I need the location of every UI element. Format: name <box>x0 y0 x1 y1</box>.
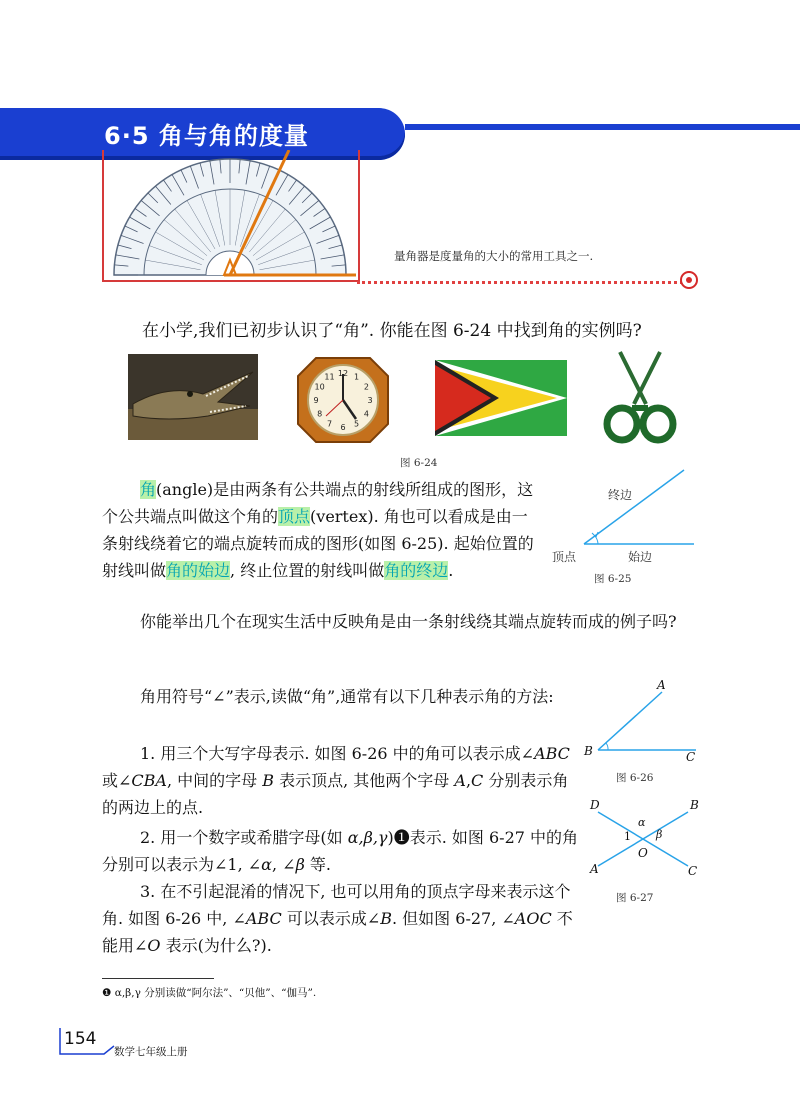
definition-paragraph: 角(angle)是由两条有公共端点的射线所组成的图形，这个公共端点叫做这个角的顶点(vertex). 角也可以看成是由一条射线绕着它的端点旋转而成的图形(如图 6-25). 起始位置的射线叫做角的始边, 终止位置的射线叫做角的终边. <box>102 480 534 580</box>
figure-6-25-caption: 图 6-25 <box>594 573 632 585</box>
figure-6-27-caption: 图 6-27 <box>616 892 654 904</box>
label-initial-side: 始边 <box>628 550 653 564</box>
clock-number: 5 <box>353 419 360 429</box>
point-O-627: O <box>638 846 648 860</box>
crocodile-photo <box>128 354 258 440</box>
protractor-illustration <box>104 150 356 280</box>
clock-number: 3 <box>367 396 373 405</box>
point-B-627: B <box>690 798 699 812</box>
point-A-626: A <box>657 678 666 692</box>
clock-number: 10 <box>314 382 325 392</box>
figure-6-26 <box>584 680 700 780</box>
point-A-627: A <box>590 862 599 876</box>
clock-number: 1 <box>353 372 360 382</box>
clock-number: 2 <box>363 382 369 392</box>
clock-number: 6 <box>340 423 346 432</box>
section-title: 6·5 角与角的度量 <box>104 122 309 150</box>
target-icon <box>680 271 698 289</box>
angle-1-label: 1 <box>624 830 631 843</box>
banner-rule <box>405 124 800 130</box>
question-paragraph: 你能举出几个在现实生活中反映角是由一条射线绕其端点旋转而成的例子吗? <box>140 612 677 631</box>
scissors-photo <box>602 348 678 444</box>
book-title: 数学七年级上册 <box>114 1046 188 1058</box>
point-D-627: D <box>590 798 600 812</box>
figure-6-27 <box>584 800 700 880</box>
clock-number: 8 <box>317 409 323 419</box>
intro-text: 在小学,我们已初步认识了“角”. 你能在图 6-24 中找到角的实例吗? <box>142 321 642 341</box>
footnote: ❶ α,β,γ 分别读做“阿尔法”、“贝他”、“伽马”. <box>102 987 317 999</box>
guyana-flag <box>435 360 567 436</box>
term-terminal-side: 角的终边 <box>384 561 449 580</box>
page-number: 154 <box>64 1029 97 1049</box>
clock-number: 7 <box>326 419 333 429</box>
notation-intro: 角用符号“∠”表示,读做“角”,通常有以下几种表示角的方法: <box>140 687 554 706</box>
point-C-627: C <box>688 864 698 878</box>
protractor-caption: 量角器是度量角的大小的常用工具之一. <box>394 249 594 263</box>
clock-number: 4 <box>363 409 369 419</box>
term-initial-side: 角的始边 <box>166 561 231 580</box>
clock-number: 11 <box>324 372 335 382</box>
clock-photo <box>296 356 390 444</box>
point-C-626: C <box>686 750 696 764</box>
angle-beta-label: β <box>656 828 663 841</box>
point-B-626: B <box>584 744 593 758</box>
term-angle: 角 <box>140 480 157 499</box>
label-vertex: 顶点 <box>552 550 577 564</box>
method-2: 2. 用一个数字或希腊字母(如 α,β,γ)❶表示. 如图 6-27 中的角分别可以表示为∠1, ∠α, ∠β 等. <box>102 828 579 874</box>
method-1: 1. 用三个大写字母表示. 如图 6-26 中的角可以表示成∠ABC 或∠CBA, 中间的字母 B 表示顶点, 其他两个字母 A,C 分别表示角的两边上的点. <box>102 744 570 817</box>
angle-alpha-label: α <box>638 816 646 829</box>
method-3: 3. 在不引起混淆的情况下, 也可以用角的顶点字母来表示这个角. 如图 6-26 中, ∠ABC 可以表示成∠B. 但如图 6-27, ∠AOC 不能用∠O 表示(为什么?). <box>102 882 573 955</box>
figure-6-26-caption: 图 6-26 <box>616 772 654 784</box>
figure-6-24-caption: 图 6-24 <box>400 457 438 469</box>
clock-number: 9 <box>313 396 319 405</box>
dotted-rule <box>357 281 683 284</box>
footnote-rule <box>102 978 214 979</box>
label-terminal-side: 终边 <box>608 488 633 502</box>
clock-number: 12 <box>337 369 349 378</box>
term-vertex: 顶点 <box>278 507 311 526</box>
